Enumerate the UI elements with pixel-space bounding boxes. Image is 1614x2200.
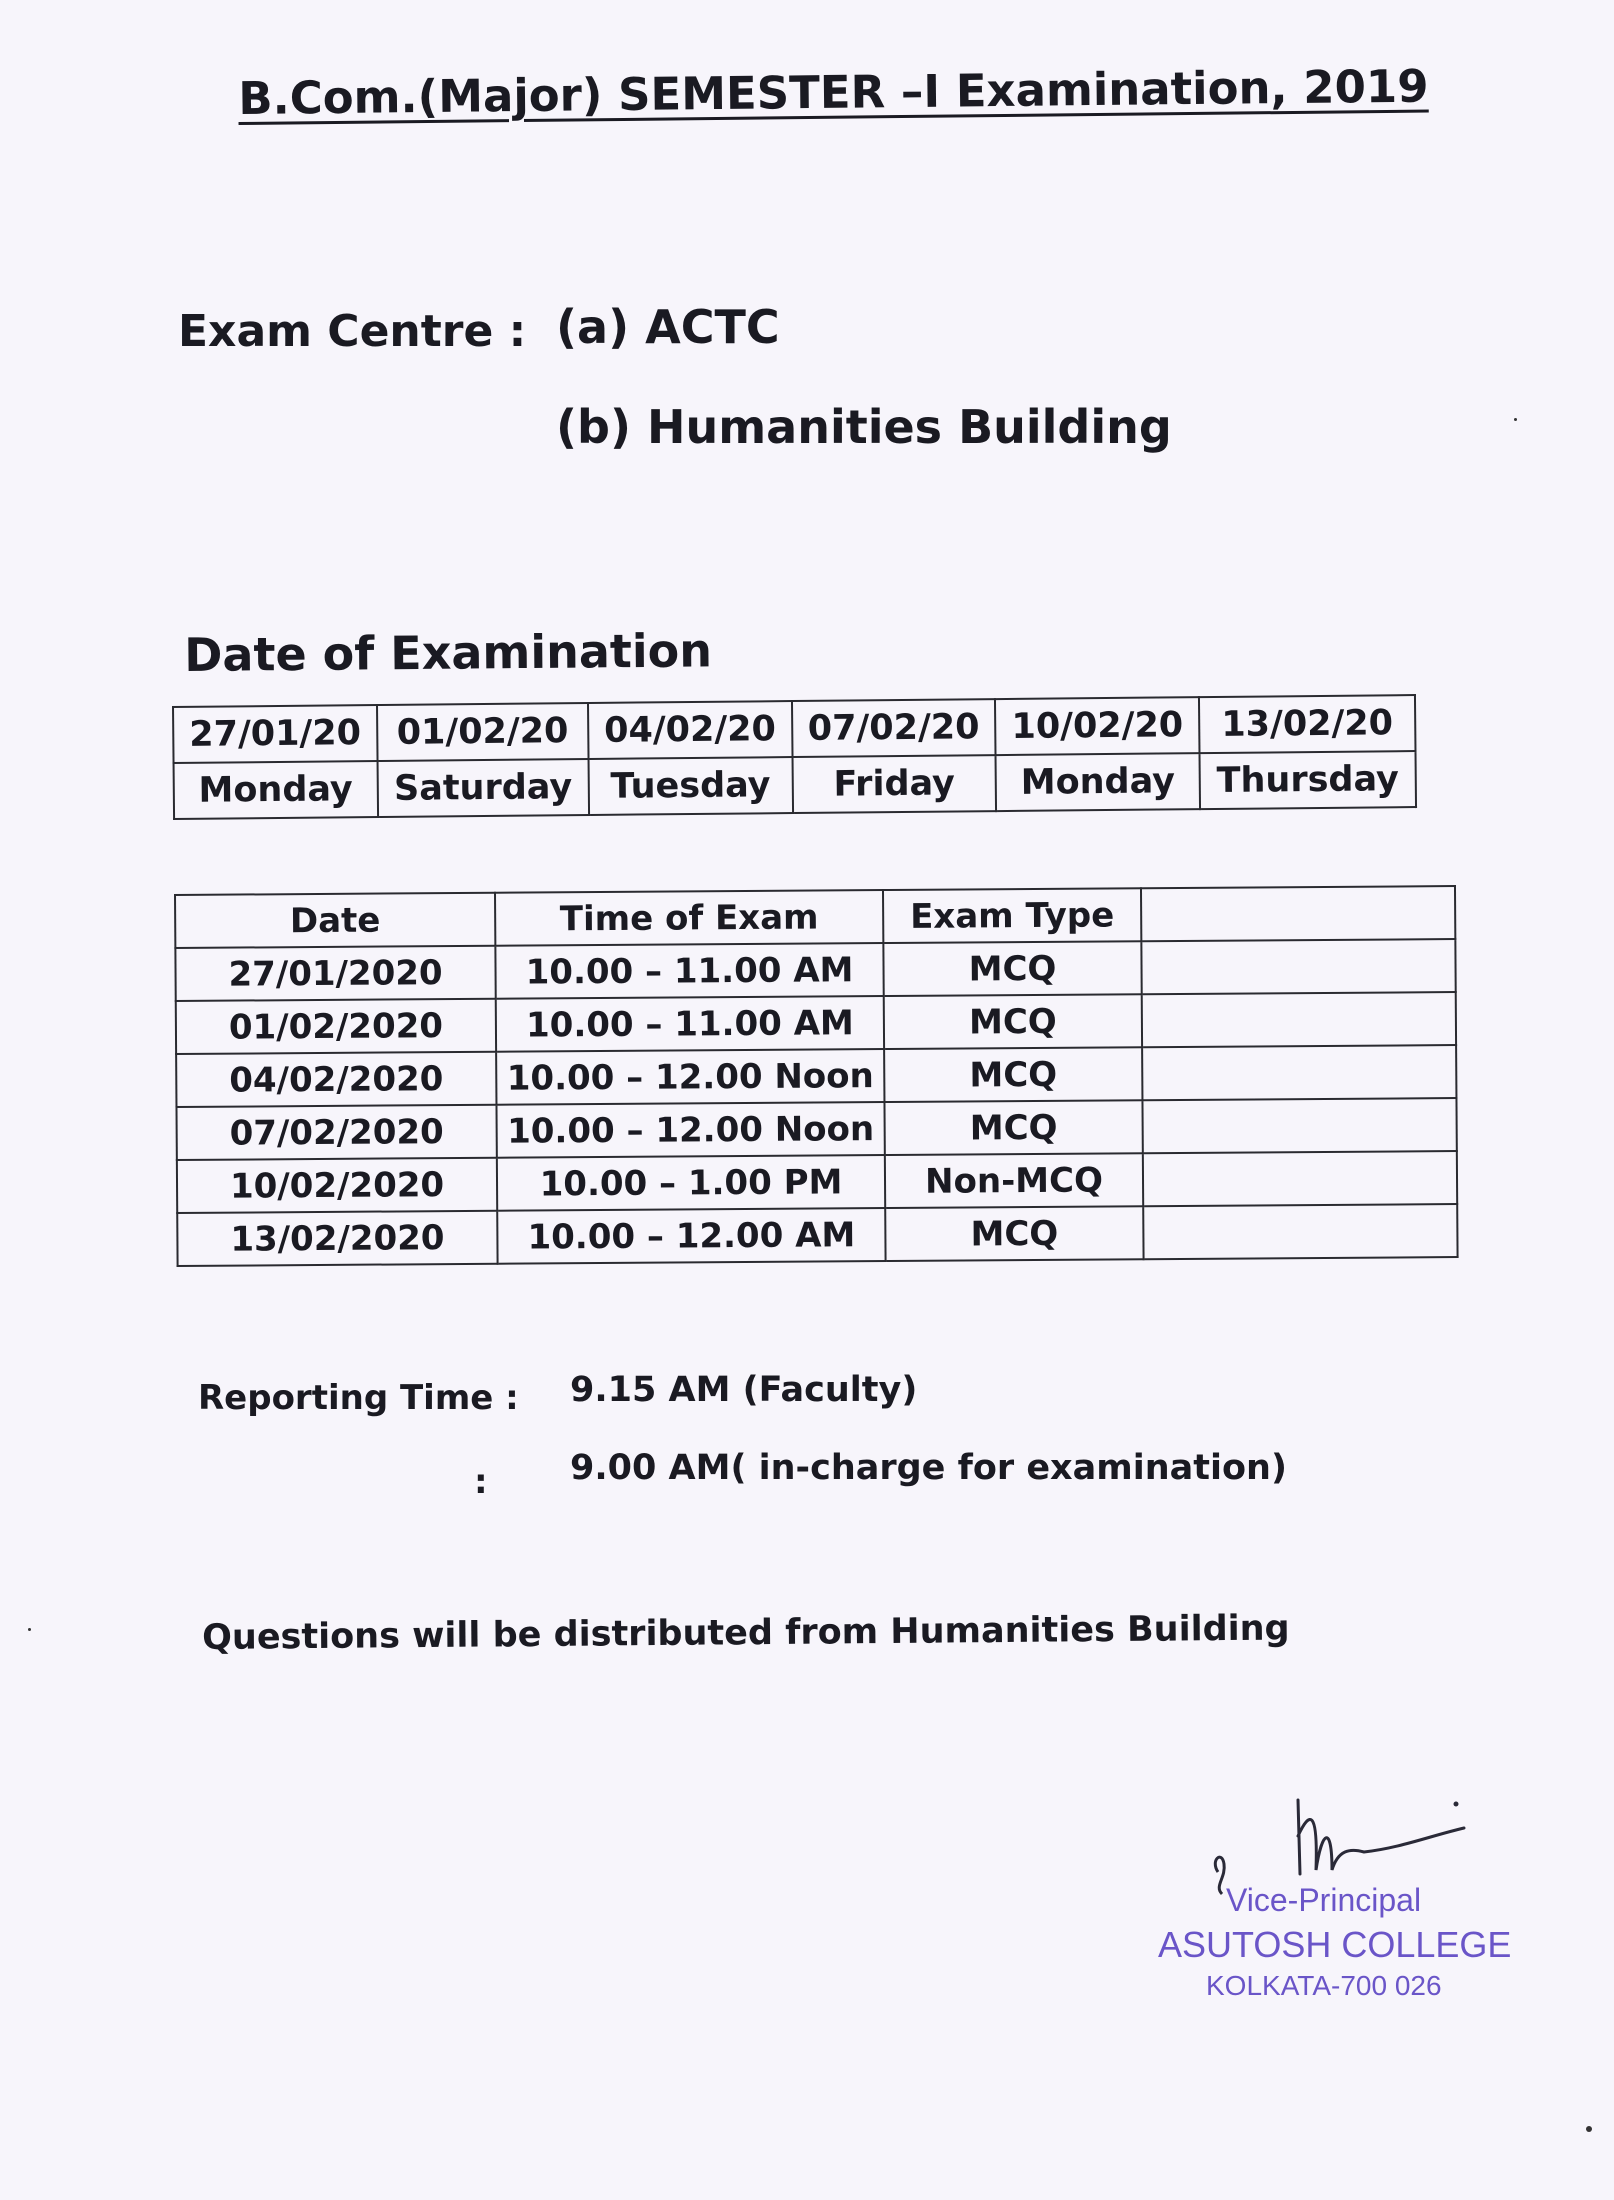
paper-speck xyxy=(1586,2126,1592,2132)
table-row xyxy=(176,1098,1456,1160)
schedule-blank xyxy=(1142,1045,1456,1100)
schedule-date: 04/02/2020 xyxy=(176,1052,496,1107)
date-cell: 10/02/20 xyxy=(995,697,1199,755)
schedule-type: MCQ xyxy=(884,994,1142,1049)
schedule-header-row xyxy=(175,886,1455,948)
schedule-type: MCQ xyxy=(884,1047,1142,1102)
stamp-address: KOLKATA-700 026 xyxy=(1206,1970,1442,2001)
schedule-time: 10.00 – 12.00 Noon xyxy=(496,1049,884,1105)
schedule-date: 01/02/2020 xyxy=(176,999,496,1054)
column-header-date: Date xyxy=(175,893,495,948)
date-cell: 04/02/20 xyxy=(588,701,792,759)
day-cell: Friday xyxy=(792,755,996,813)
day-cell: Monday xyxy=(996,753,1200,811)
day-cell: Tuesday xyxy=(588,757,792,815)
column-header-type: Exam Type xyxy=(883,888,1141,943)
table-row xyxy=(175,939,1455,1001)
date-cell: 27/01/20 xyxy=(173,705,377,763)
reporting-time-incharge: 9.00 AM( in-charge for examination) xyxy=(570,1448,1287,1488)
paper-speck xyxy=(1514,418,1517,421)
reporting-time-colon: : xyxy=(474,1462,488,1502)
stamp-designation: Vice-Principal xyxy=(1226,1882,1422,1918)
schedule-date: 13/02/2020 xyxy=(177,1211,497,1266)
exam-centre-b: (b) Humanities Building xyxy=(556,400,1172,454)
stamp-college: ASUTOSH COLLEGE xyxy=(1158,1924,1512,1965)
table-row xyxy=(177,1204,1457,1266)
schedule-type: MCQ xyxy=(883,941,1141,996)
schedule-time: 10.00 – 12.00 Noon xyxy=(496,1102,884,1158)
table-row xyxy=(176,992,1456,1054)
schedule-blank xyxy=(1142,1098,1456,1153)
vice-principal-stamp xyxy=(1150,1790,1510,2020)
day-cell: Monday xyxy=(174,761,378,819)
questions-note: Questions will be distributed from Humanities Building xyxy=(202,1608,1290,1658)
day-cell: Saturday xyxy=(377,759,589,817)
column-header-time: Time of Exam xyxy=(495,890,883,946)
paper-speck xyxy=(28,1628,31,1631)
reporting-time-faculty: 9.15 AM (Faculty) xyxy=(570,1370,918,1410)
table-row xyxy=(177,1151,1457,1213)
date-cell: 07/02/20 xyxy=(792,699,996,757)
schedule-time: 10.00 – 11.00 AM xyxy=(495,943,883,999)
schedule-blank xyxy=(1142,992,1456,1047)
schedule-blank xyxy=(1141,939,1455,994)
schedule-type: MCQ xyxy=(884,1100,1142,1155)
days-row xyxy=(174,751,1416,819)
date-cell: 13/02/20 xyxy=(1199,695,1416,753)
date-of-examination-heading: Date of Examination xyxy=(184,623,713,682)
date-cell: 01/02/20 xyxy=(377,703,589,761)
schedule-date: 27/01/2020 xyxy=(175,946,495,1001)
schedule-type: Non-MCQ xyxy=(885,1153,1143,1208)
table-row xyxy=(176,1045,1456,1107)
day-cell: Thursday xyxy=(1199,751,1416,809)
exam-dates-table xyxy=(172,694,1417,820)
exam-centre-a: (a) ACTC xyxy=(556,300,780,354)
exam-schedule-table xyxy=(174,885,1459,1267)
schedule-time: 10.00 – 1.00 PM xyxy=(497,1155,885,1211)
reporting-time-label: Reporting Time : xyxy=(198,1378,519,1418)
schedule-blank xyxy=(1143,1204,1457,1259)
schedule-time: 10.00 – 12.00 AM xyxy=(497,1208,885,1264)
exam-centre-label: Exam Centre : xyxy=(178,306,527,357)
schedule-time: 10.00 – 11.00 AM xyxy=(496,996,884,1052)
column-header-blank xyxy=(1141,886,1455,941)
schedule-date: 10/02/2020 xyxy=(177,1158,497,1213)
document-title: B.Com.(Major) SEMESTER –I Examination, 2019 xyxy=(238,59,1429,125)
schedule-date: 07/02/2020 xyxy=(176,1105,496,1160)
schedule-type: MCQ xyxy=(885,1206,1143,1261)
schedule-blank xyxy=(1143,1151,1457,1206)
